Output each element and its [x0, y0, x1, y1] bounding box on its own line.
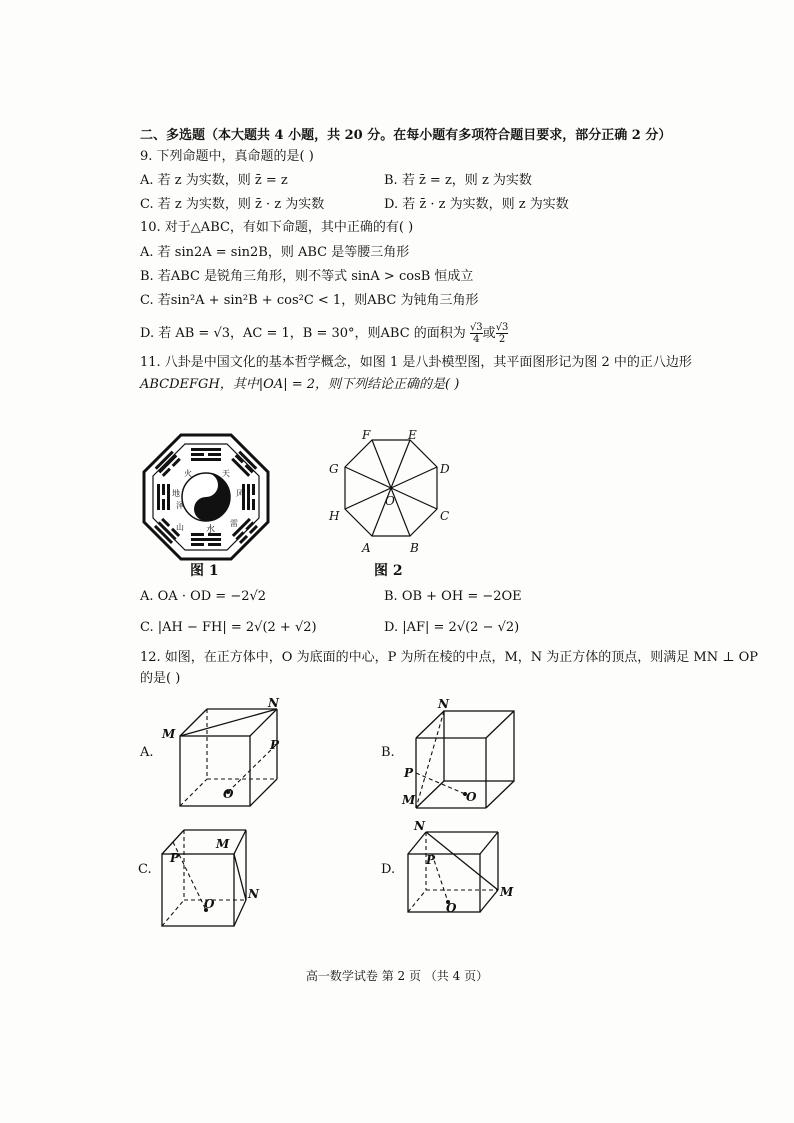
- fraction-2: [496, 322, 509, 345]
- q10-stem: 10. 对于△ABC，有如下命题，其中正确的有( ): [140, 220, 414, 235]
- bagua-char-4: 山: [176, 523, 184, 532]
- q9-stem: 9. 下列命题中，真命题的是( ): [140, 149, 314, 164]
- cube-d: [400, 818, 514, 918]
- fraction-1: [470, 322, 483, 345]
- cube-b-p: P: [404, 766, 414, 780]
- q11-option-d: D. |AF| = 2√(2 − √2): [384, 620, 520, 635]
- cube-b-m: M: [402, 793, 416, 807]
- fig2-caption: 图 2: [374, 563, 403, 579]
- cube-a: [150, 698, 290, 810]
- q9-option-a: A. 若 z 为实数，则 z̄ = z: [140, 173, 288, 188]
- cube-d-n: N: [414, 819, 425, 833]
- q9-option-b: B. 若 z̄ = z，则 z 为实数: [384, 173, 532, 188]
- yin-yang-icon: [182, 473, 230, 521]
- vertex-e: E: [408, 428, 417, 442]
- fraction-2-num: √3: [495, 322, 509, 333]
- vertex-g: G: [329, 462, 339, 476]
- q9-option-d: D. 若 z̄ · z 为实数，则 z 为实数: [384, 197, 569, 212]
- cube-c-m: M: [216, 837, 230, 851]
- cube-d-p: P: [426, 853, 436, 867]
- page-footer: 高一数学试卷 第 2 页 （共 4 页）: [305, 969, 489, 983]
- q12-option-b-label: B.: [381, 745, 395, 760]
- vertex-c: C: [440, 509, 450, 523]
- q11-stem-line1: 11. 八卦是中国文化的基本哲学概念，如图 1 是八卦模型图，其平面图形记为图 2 中的正八边形: [140, 355, 692, 370]
- q11-stem-line2: ABCDEFGH，其中|OA| = 2，则下列结论正确的是( ): [140, 377, 460, 392]
- or-text: 或: [482, 326, 496, 341]
- q12-option-c-label: C.: [138, 862, 152, 877]
- vertex-b: B: [410, 541, 419, 555]
- q12-stem-line2: 的是( ): [140, 671, 181, 686]
- bagua-char-6: 雷: [230, 519, 238, 528]
- octagon-figure: [322, 428, 462, 560]
- q10-option-d-text: D. 若 AB = √3，AC = 1，B = 30°，则ABC 的面积为: [140, 326, 466, 341]
- bagua-char-7: 泽: [176, 501, 184, 510]
- bagua-figure: [136, 432, 276, 562]
- q10-option-a: A. 若 sin2A = sin2B，则 ABC 是等腰三角形: [140, 245, 410, 260]
- bagua-char-5: 地: [172, 489, 180, 498]
- cube-a-m: M: [162, 727, 176, 741]
- q12-option-a-label: A.: [140, 745, 154, 760]
- cube-c: [150, 822, 280, 934]
- cube-b: [396, 698, 526, 810]
- vertex-f: F: [362, 428, 371, 442]
- cube-b-n: N: [438, 697, 449, 711]
- vertex-h: H: [329, 509, 340, 523]
- cube-a-o: O: [223, 787, 234, 801]
- cube-b-o: O: [466, 790, 477, 804]
- cube-c-n: N: [248, 887, 259, 901]
- q10-option-b: B. 若ABC 是锐角三角形，则不等式 sinA > cosB 恒成立: [140, 269, 474, 284]
- cube-c-p: P: [170, 851, 180, 865]
- fraction-2-den: 2: [498, 334, 506, 345]
- bagua-char-0: 火: [184, 469, 192, 478]
- cube-c-o: O: [204, 897, 215, 911]
- fraction-1-num: √3: [469, 322, 483, 333]
- q11-option-c: C. |AH − FH| = 2√(2 + √2): [140, 620, 317, 635]
- vertex-d: D: [440, 462, 450, 476]
- q10-option-d: [140, 322, 508, 345]
- q11-option-a: A. OA · OD = −2√2: [140, 589, 267, 604]
- vertex-a: A: [362, 541, 371, 555]
- fig1-caption: 图 1: [190, 563, 219, 579]
- fraction-1-den: 4: [473, 334, 480, 345]
- section-title: 二、多选题（本大题共 4 小题，共 20 分。在每小题有多项符合题目要求，部分正确 2 分）: [140, 128, 672, 143]
- q11-option-b: B. OB + OH = −2OE: [384, 589, 522, 604]
- cube-a-n: N: [268, 696, 279, 710]
- center-o: O: [385, 494, 395, 508]
- bagua-char-3: 水: [206, 525, 216, 535]
- q9-option-c: C. 若 z 为实数，则 z̄ · z 为实数: [140, 197, 325, 212]
- cube-d-o: O: [446, 901, 457, 915]
- cube-d-m: M: [500, 885, 514, 899]
- bagua-char-1: 天: [222, 469, 230, 478]
- cube-a-p: P: [270, 738, 280, 752]
- q12-option-d-label: D.: [381, 862, 396, 877]
- q10-option-c: C. 若sin²A + sin²B + cos²C < 1，则ABC 为钝角三角形: [140, 293, 479, 308]
- bagua-char-2: 风: [236, 489, 244, 498]
- q12-stem-line1: 12. 如图，在正方体中，O 为底面的中心，P 为所在棱的中点，M，N 为正方体的顶点，则满足 MN ⊥ OP: [140, 650, 759, 665]
